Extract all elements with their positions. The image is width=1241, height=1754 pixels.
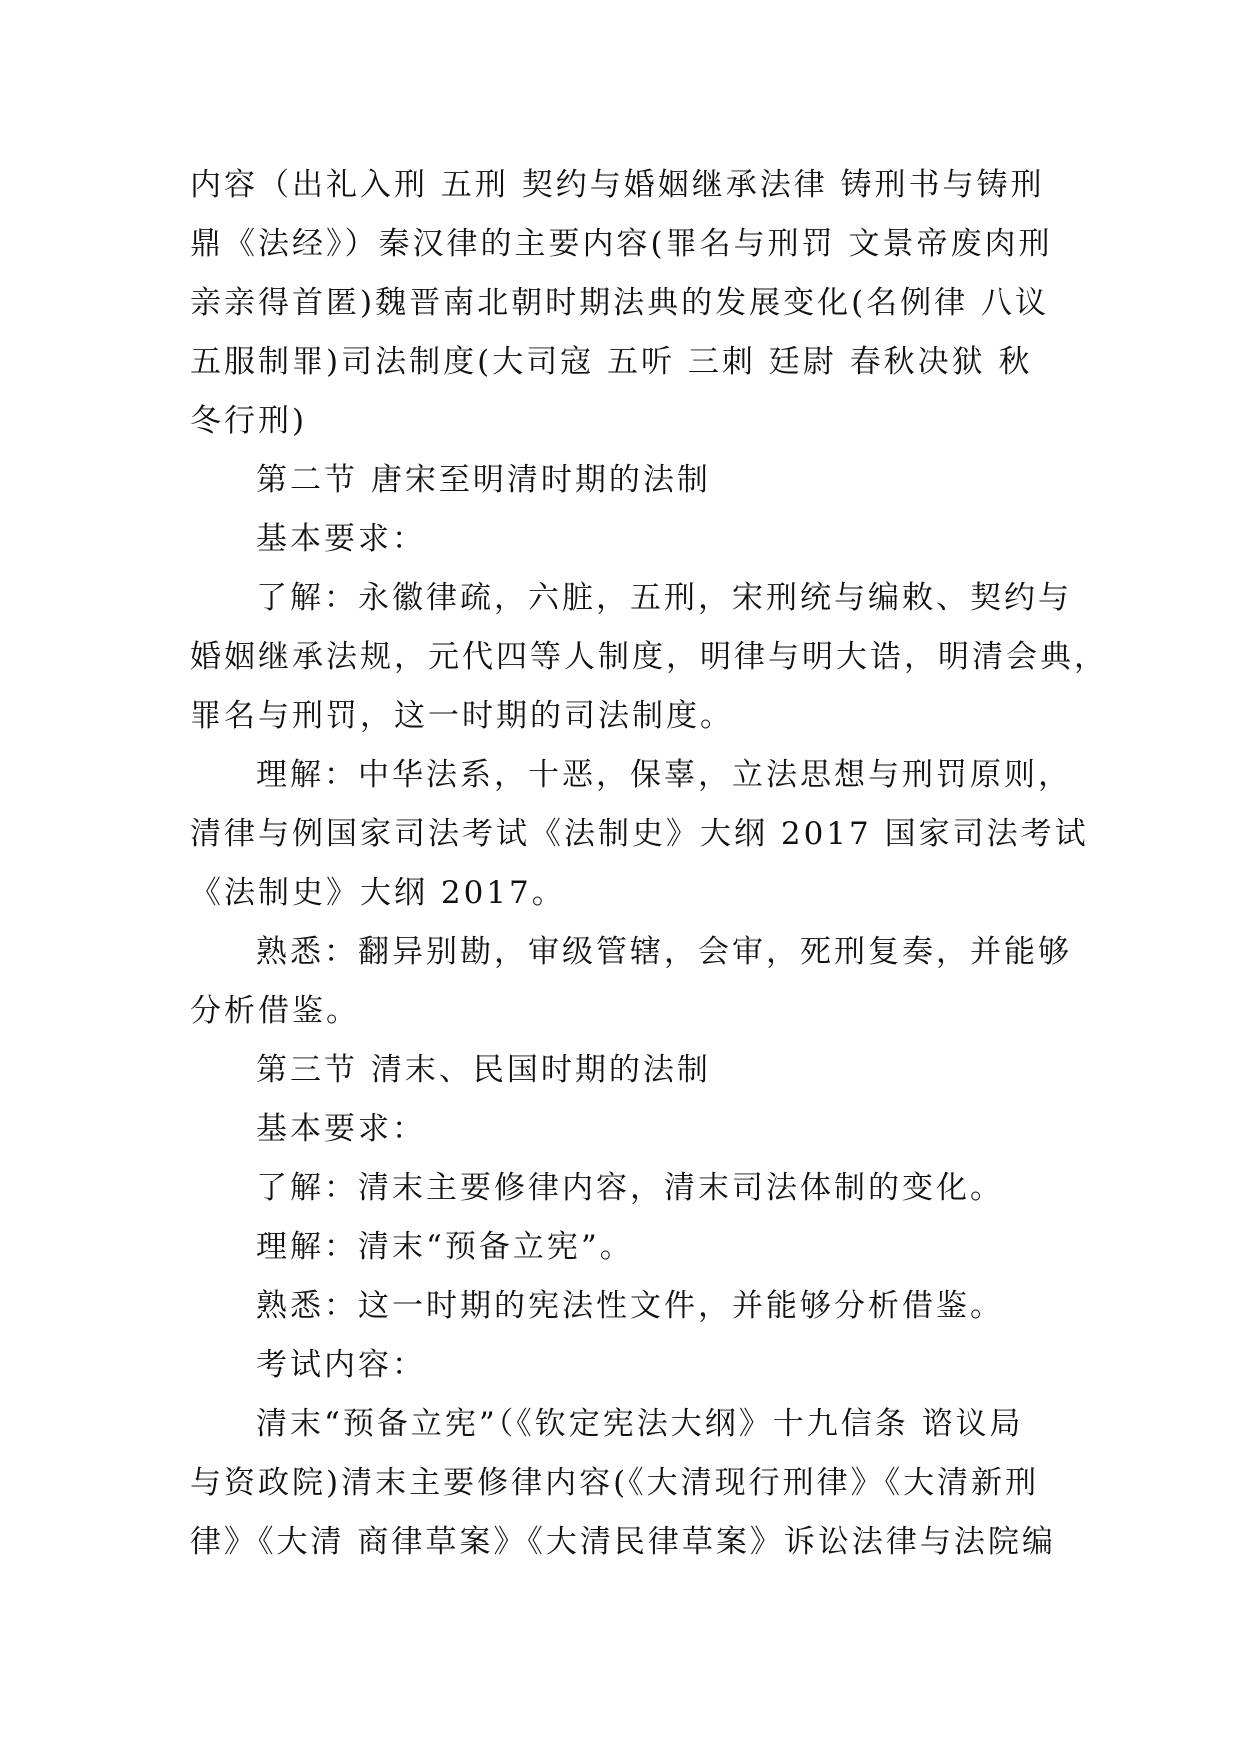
text-line: 《法制史》大纲 2017。 bbox=[190, 875, 566, 911]
text-line: 熟悉：翻异别勘，审级管辖，会审，死刑复奏，并能够 bbox=[256, 934, 1072, 970]
section-heading: 第三节 清末、民国时期的法制 bbox=[256, 1052, 711, 1088]
text-line: 内容（出礼入刑 五刑 契约与婚姻继承法律 铸刑书与铸刑 bbox=[190, 167, 1045, 203]
text-line: 与资政院)清末主要修律内容(《大清现行刑律》《大清新刑 bbox=[190, 1465, 1040, 1501]
text-line: 了解：永徽律疏，六脏，五刑，宋刑统与编敕、契约与 bbox=[256, 580, 1072, 616]
subheading: 考试内容： bbox=[256, 1347, 426, 1383]
text-line: 婚姻继承法规，元代四等人制度，明律与明大诰，明清会典， bbox=[190, 639, 1108, 675]
text-line: 理解：清末“预备立宪”。 bbox=[256, 1229, 634, 1265]
section-heading: 第二节 唐宋至明清时期的法制 bbox=[256, 462, 711, 498]
text-line: 罪名与刑罚，这一时期的司法制度。 bbox=[190, 698, 734, 734]
text-line: 熟悉：这一时期的宪法性文件，并能够分析借鉴。 bbox=[256, 1288, 1004, 1324]
text-line: 了解：清末主要修律内容，清末司法体制的变化。 bbox=[256, 1170, 1004, 1206]
text-line: 五服制罪)司法制度(大司寇 五听 三刺 廷尉 春秋决狱 秋 bbox=[190, 344, 1033, 380]
subheading: 基本要求： bbox=[256, 521, 426, 557]
text-line: 律》《大清 商律草案》《大清民律草案》诉讼法律与法院编 bbox=[190, 1524, 1056, 1560]
text-line: 鼎《法经》）秦汉律的主要内容(罪名与刑罚 文景帝废肉刑 bbox=[190, 226, 1053, 262]
subheading: 基本要求： bbox=[256, 1111, 426, 1147]
text-line: 清末“预备立宪”（《钦定宪法大纲》十九信条 谘议局 bbox=[256, 1406, 1024, 1442]
text-line: 亲亲得首匿)魏晋南北朝时期法典的发展变化(名例律 八议 bbox=[190, 285, 1050, 321]
text-line: 分析借鉴。 bbox=[190, 993, 360, 1029]
text-line: 冬行刑) bbox=[190, 403, 308, 439]
text-line: 清律与例国家司法考试《法制史》大纲 2017 国家司法考试 bbox=[190, 816, 1089, 852]
text-line: 理解：中华法系，十恶，保辜，立法思想与刑罚原则， bbox=[256, 757, 1072, 793]
document-body bbox=[190, 156, 1108, 1572]
